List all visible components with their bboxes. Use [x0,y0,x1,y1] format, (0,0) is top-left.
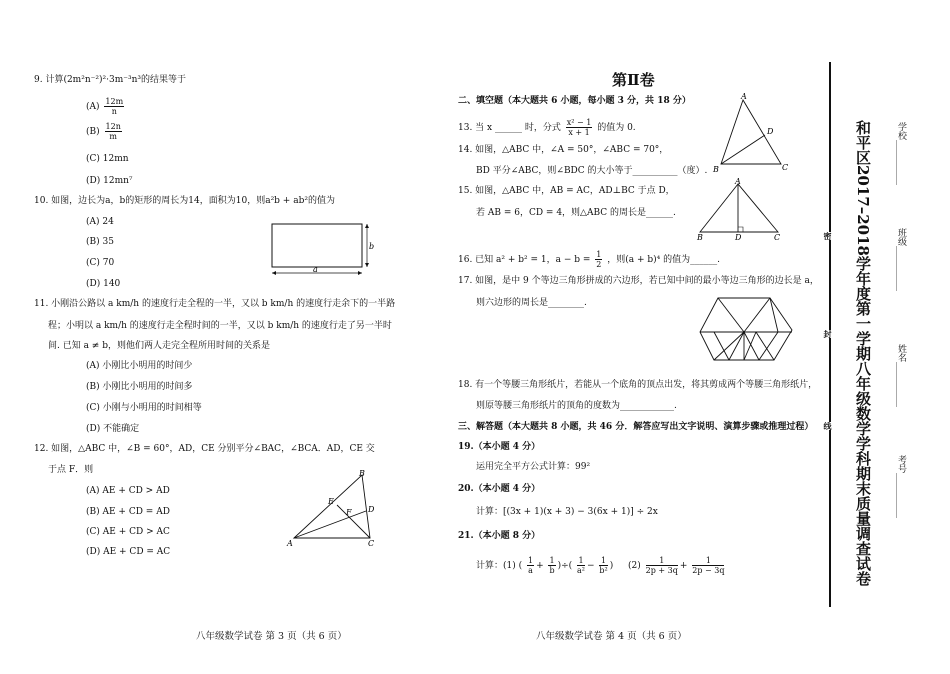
q18-line1: 18. 有一个等腰三角形纸片，若能从一个底角的顶点出发，将其剪成两个等腰三角形纸片， [458,380,818,390]
svg-text:B: B [713,165,719,174]
q9-option-c: (C) 12mn [86,154,129,164]
section3-heading: 三、解答题（本大题共 8 小题，共 46 分．解答应写出文字说明、演算步骤或推理过程） [458,422,814,432]
exam-title: 和平区2017–2018学年度第一学期八年级数学学科期末质量调查试卷 [854,120,872,586]
q21-heading: 21.（本小题 8 分） [458,531,541,541]
q12-line2: 于点 F．则 [48,465,94,475]
svg-text:A: A [735,177,741,186]
q12-line1: 12. 如图，△ABC 中，∠B = 60°，AD，CE 分别平分∠BAC，∠BCA．AD，CE 交 [34,444,375,454]
q15-line2: 若 AB = 6，CD = 4，则△ABC 的周长是______. [476,208,676,218]
q12-option-d: (D) AE + CD = AC [86,547,171,557]
q11-line2: 程；小明以 a km/h 的速度行走全程时间的一半，又以 b km/h 的速度行走了另一半时 [48,321,392,331]
svg-text:B: B [697,233,703,242]
q11-option-b: (B) 小刚比小明用的时间多 [86,382,193,392]
q10-option-d: (D) 140 [86,279,121,289]
q21-part1: 计算：(1) ( $\frac{1}{a}$ + $\frac{1}{b}$ )÷( $\frac{1}{\text{a²}}$ − $\frac{1}{\text{b²}}$ ) [476,556,614,575]
seal-mark-xian: 线 [823,422,833,430]
q10-stem: 10. 如图，边长为a，b的矩形的周长为14，面积为10，则a²b + ab²的值为 [34,196,335,206]
q11-option-d: (D) 不能确定 [86,424,140,434]
q17-line2: 则六边形的周长是________. [476,298,587,308]
q18-line2: 则原等腰三角形纸片的顶角的度数为____________. [476,401,677,411]
svg-text:E: E [328,497,334,506]
q10-label-a: a [313,265,318,274]
q11-line3: 间. 已知 a ≠ b，则他们两人走完全程所用时间的关系是 [48,341,270,351]
q14-triangle-figure [710,92,790,174]
q10-option-b: (B) 35 [86,237,114,247]
q12-option-b: (B) AE + CD = AD [86,507,170,517]
q14-line2: BD 平分∠ABC，则∠BDC 的大小等于__________（度）. [476,166,708,176]
field-school: 学校__________ [896,122,906,185]
q10-label-b: b [369,242,375,251]
left-page-footer: 八年级数学试卷 第 3 页（共 6 页） [196,631,347,642]
q13: 13. 当 x ______ 时，分式 $\frac{\text{x² − 1}}{x + 1}$ 的值为 0. [458,118,636,137]
q12-triangle-figure [286,468,386,550]
q20-heading: 20.（本小题 4 分） [458,484,541,494]
svg-text:C: C [368,539,375,548]
q14-line1: 14. 如图，△ABC 中，∠A = 50°，∠ABC = 70°， [458,145,669,155]
svg-text:F: F [346,508,352,517]
q11-option-c: (C) 小刚与小明用的时间相等 [86,403,202,413]
page-title: 第Ⅱ卷 [612,71,655,89]
svg-text:D: D [735,233,742,242]
q21-part2: (2) $\frac{1}{2p + 3q}$ + $\frac{1}{2p - 3q}$ [628,556,725,575]
section2-heading: 二、填空题（本大题共 6 小题，每小题 3 分，共 18 分） [458,96,691,106]
q9-option-a: (A) $\frac{12m}{n}$ [86,97,124,116]
field-name: 姓名__________ [896,344,906,407]
q11-line1: 11. 小刚沿公路以 a km/h 的速度行走全程的一半，又以 b km/h 的速度行走余下的一半路 [34,299,396,309]
q17-hexagon-figure [698,294,798,366]
svg-text:D: D [368,505,375,514]
q17-line1: 17. 如图，是中 9 个等边三角形拼成的六边形，若已知中间的最小等边三角形的边长是 a， [458,276,819,286]
field-exam-number: 考号__________ [896,455,906,518]
field-class: 班级__________ [896,228,906,291]
svg-text:A: A [741,92,747,101]
svg-text:D: D [767,127,774,136]
seal-mark-mi: 密 [823,232,833,240]
q20-body: 计算：[(3x + 1)(x + 3) − 3(6x + 1)] ÷ 2x [476,507,658,517]
svg-text:C: C [774,233,781,242]
q10-option-c: (C) 70 [86,258,115,268]
svg-text:A: A [287,539,293,548]
q12-option-c: (C) AE + CD > AC [86,527,170,537]
q9-option-b: (B) $\frac{12n}{m}$ [86,122,121,141]
q10-option-a: (A) 24 [86,217,114,227]
q9-option-d: (D) 12mn⁷ [86,176,133,186]
q16: 16. 已知 a² + b² = 1，a − b = $\frac{1}{2}$ ，则(a + b)⁴ 的值为______. [458,250,721,269]
seal-mark-feng: 封 [823,330,833,338]
q11-option-a: (A) 小刚比小明用的时间少 [86,361,193,371]
q15-line1: 15. 如图，△ABC 中，AB = AC，AD⊥BC 于点 D， [458,186,675,196]
q9-stem: 9. 计算(2m²n⁻²)²·3m⁻³n³的结果等于 [34,75,186,85]
q10-rectangle-figure [268,220,380,282]
q12-option-a: (A) AE + CD > AD [86,486,170,496]
q19-heading: 19.（本小题 4 分） [458,442,541,452]
svg-text:C: C [782,163,789,172]
svg-text:B: B [359,469,365,478]
q19-body: 运用完全平方公式计算：99² [476,462,591,472]
right-page-footer: 八年级数学试卷 第 4 页（共 6 页） [536,631,687,642]
q15-isosceles-figure [692,176,788,244]
